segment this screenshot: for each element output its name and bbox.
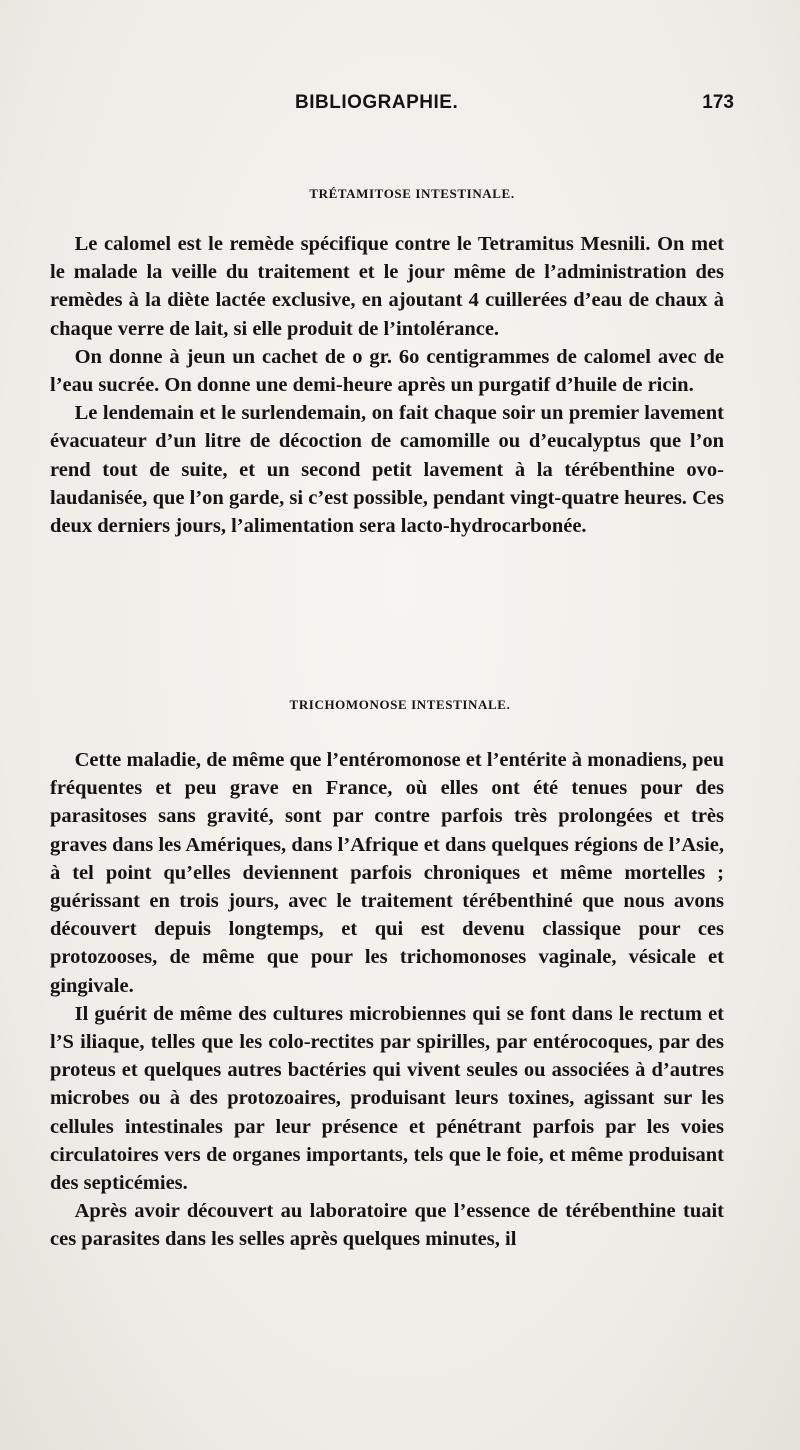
- page-header: [0, 92, 800, 122]
- section-body-tretamitose: [50, 230, 724, 540]
- paragraph: Le lendemain et le surlendemain, on fait chaque soir un premier lavement évacuateur d’un litre de décoction de camomille ou d’eucalyptus que l’on rend tout de suite, et un second petit lavement à la térébenthine ovo-laudanisée, que l’on garde, si c’est possible, pendant vingt-quatre heures. Ces deux derniers jours, l’alimentation sera lacto-hydrocarbonée.: [50, 402, 724, 538]
- page-number: 173: [702, 92, 734, 113]
- paragraph: Après avoir découvert au laboratoire que l’essence de térébenthine tuait ces parasites dans les selles après quelques minutes, il: [50, 1200, 724, 1251]
- paragraph: On donne à jeun un cachet de o gr. 6o centigrammes de calomel avec de l’eau sucrée. On donne une demi-heure après un purgatif d’huile de ricin.: [50, 345, 724, 397]
- paragraph: Le calomel est le remède spécifique contre le Tetramitus Mesnili. On met le malade la veille du traitement et le jour même de l’administration des remèdes à la diète lactée exclusive, en ajoutant 4 cuillerées d’eau de chaux à chaque verre de lait, si elle produit de l’intolérance.: [50, 233, 724, 340]
- section-heading-tretamitose: TRÉTAMITOSE INTESTINALE.: [309, 186, 515, 201]
- paragraph: Cette maladie, de même que l’entéromonose et l’entérite à monadiens, peu fréquentes et peu grave en France, où elles ont été tenues pour des parasitoses sans gravité, sont par contre parfois très prolongées et très graves dans les Amériques, dans l’Afrique et dans quelques régions de l’Asie, à tel point qu’elles deviennent parfois chroniques et même mortelles ; guérissant en trois jours, avec le traitement térébenthiné que nous avons découvert depuis longtemps, et qui est devenu classique pour ces protozooses, de même que pour les trichomonoses vaginale, vésicale et gingivale.: [50, 749, 724, 997]
- paragraph: Il guérit de même des cultures microbiennes qui se font dans le rectum et l’S iliaque, telles que les colo-rectites par spirilles, par entérocoques, par des proteus et quelques autres bactéries qui vivent seules ou associées à d’autres microbes ou à des protozoaires, produisant leurs toxines, agissant sur les cellules intestinales par leur présence et pénétrant parfois par les voies circulatoires vers de organes importants, tels que le foie, et même produisant des septicémies.: [50, 1002, 724, 1195]
- running-title: BIBLIOGRAPHIE.: [295, 92, 459, 113]
- section-body-trichomonose: [50, 746, 724, 1254]
- section-heading-trichomonose: TRICHOMONOSE INTESTINALE.: [289, 697, 511, 712]
